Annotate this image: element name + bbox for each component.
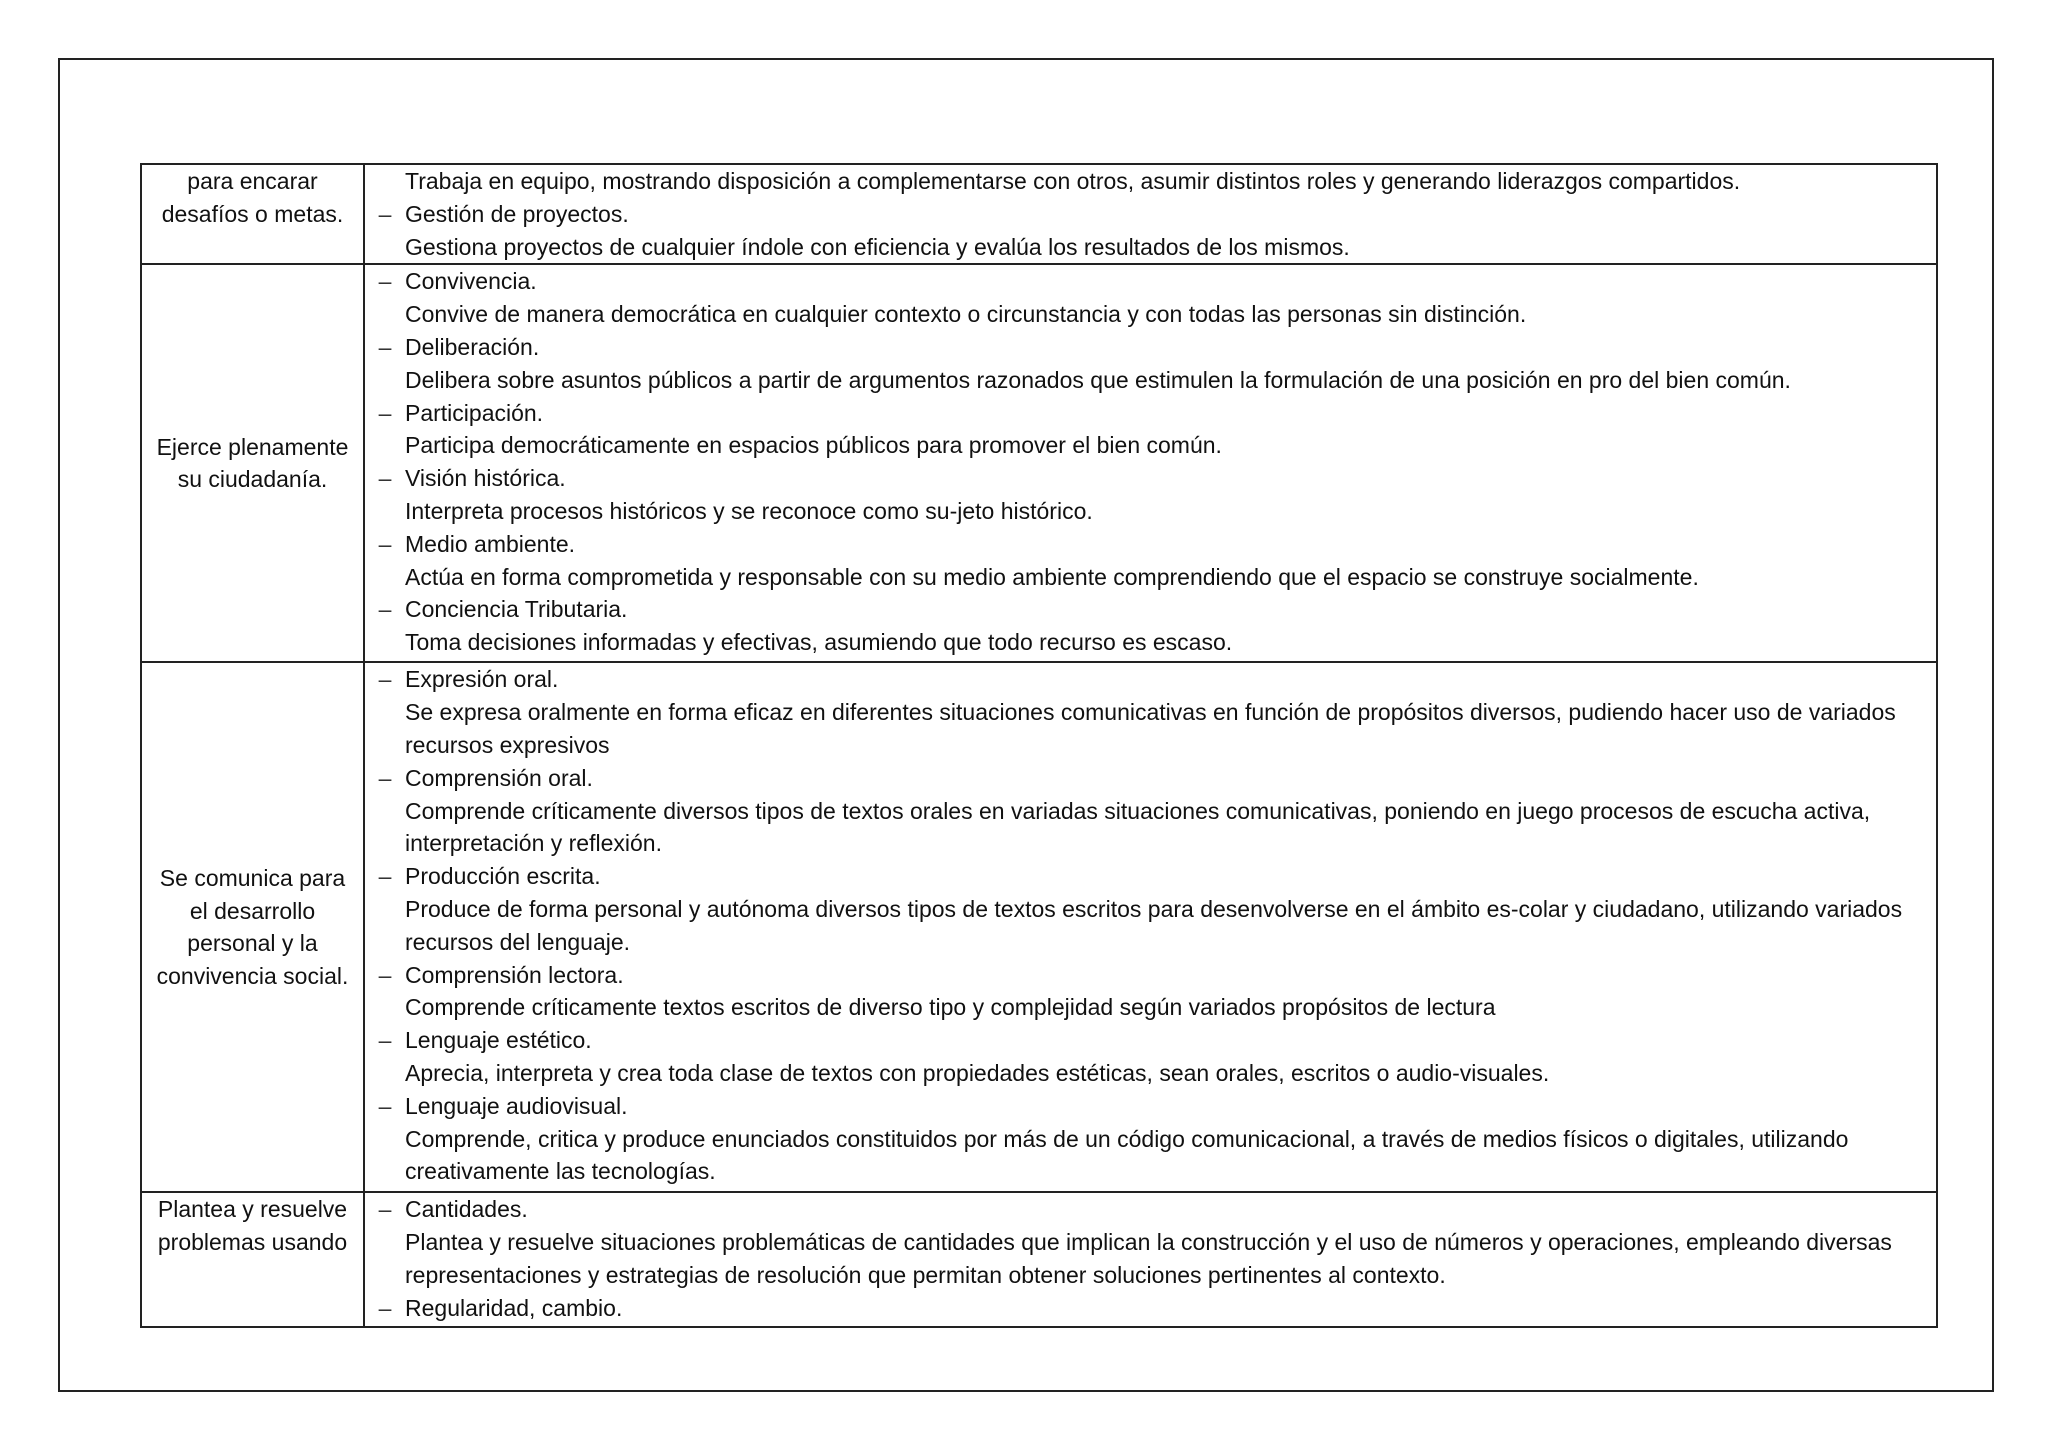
capacidad-item [365,198,1924,264]
dash-bullet: – [378,333,392,360]
capacidad-title: Cantidades. [405,1196,528,1223]
dash-bullet: – [378,666,392,693]
capacidad-title: Convivencia. [405,268,537,295]
table-container [140,163,1938,1328]
capacidad-title: Comprensión oral. [405,764,593,791]
table-body [141,164,1937,1327]
capacidad-desc: Plantea y resuelve situaciones problemáticas de cantidades que implican la construcción y el uso de números y operaciones, empleando diversas representaciones y estrategias de resolución que permitan obtener soluciones pertinentes al contexto. [405,1229,1892,1288]
dash-bullet: – [378,399,392,426]
dash-bullet: – [378,1027,392,1054]
capacidad-item [365,265,1924,331]
capacidad-desc: Aprecia, interpreta y crea toda clase de textos con propiedades estéticas, sean orales, escritos o audio-visuales. [405,1059,1550,1086]
dash-bullet: – [378,200,392,227]
capacidades-cell [364,662,1937,1192]
capacidad-desc: Comprende críticamente diversos tipos de textos orales en variadas situaciones comunicativas, poniendo en juego procesos de escucha activa, interpretación y reflexión. [405,797,1871,857]
capacidad-desc: Toma decisiones informadas y efectivas, asumiendo que todo recurso es escaso. [405,629,1233,656]
capacidad-desc: Comprende críticamente textos escritos de diverso tipo y complejidad según variados propósitos de lectura [405,994,1496,1021]
competencia-cell [141,662,364,1192]
capacidad-title: Gestión de proyectos. [405,200,629,227]
dash-bullet: – [378,1092,392,1119]
dash-bullet: – [378,465,392,492]
capacidad-desc: Se expresa oralmente en forma eficaz en diferentes situaciones comunicativas en función de propósitos diversos, pudiendo hacer uso de variados recursos expresivos [405,699,1896,758]
dash-bullet: – [378,596,392,623]
capacidad-title: Participación. [405,399,544,426]
capacidad-title: Lenguaje audiovisual. [405,1092,628,1119]
capacidad-item [365,1024,1924,1090]
competencia-cell [141,1192,364,1327]
capacidad-item [365,397,1924,463]
capacidades-cell [364,164,1937,264]
capacidad-item [365,1090,1924,1188]
capacidad-item [365,593,1924,659]
competencia-label: Plantea y resuelve problemas usando [157,1196,348,1256]
capacidad-item [365,462,1924,528]
capacidad-item [365,165,1924,198]
dash-bullet: – [378,1294,392,1321]
capacidad-item [365,762,1924,860]
competencia-label: para encarar desafíos o metas. [161,168,344,227]
dash-bullet: – [378,863,392,890]
capacidad-desc: Trabaja en equipo, mostrando disposición a complementarse con otros, asumir distintos roles y generando liderazgos compartidos. [405,168,1741,194]
capacidad-title: Lenguaje estético. [405,1027,592,1054]
competencia-label: Se comunica para el desarrollo personal y la convivencia social. [156,864,349,990]
dash-bullet: – [378,530,392,557]
dash-bullet: – [378,268,392,295]
capacidad-title: Deliberación. [405,333,540,360]
competencia-cell [141,164,364,264]
competencia-label: Ejerce plenamente su ciudadanía. [156,433,349,493]
capacidad-title: Expresión oral. [405,666,559,693]
capacidad-item [365,663,1924,761]
capacidad-item [365,959,1924,1025]
capacidad-desc: Produce de forma personal y autónoma diversos tipos de textos escritos para desenvolverse en el ámbito es-colar y ciudadano, utilizando variados recursos del lenguaje. [405,895,1903,955]
capacidad-desc: Comprende, critica y produce enunciados constituidos por más de un código comunicacional, a través de medios físicos o digitales, utilizando creativamente las tecnologías. [405,1125,1849,1185]
dash-bullet: – [378,764,392,791]
capacidad-item [365,860,1924,958]
dash-bullet: – [378,961,392,988]
capacidad-desc: Participa democráticamente en espacios públicos para promover el bien común. [405,432,1222,459]
capacidad-item [365,1292,1924,1325]
capacidades-cell [364,1192,1937,1327]
capacidad-desc: Interpreta procesos históricos y se reconoce como su-jeto histórico. [405,497,1093,524]
capacidad-desc: Delibera sobre asuntos públicos a partir de argumentos razonados que estimulen la formulación de una posición en pro del bien común. [405,366,1791,393]
capacidad-item [365,528,1924,594]
competencias-table [140,163,1938,1328]
table-row [141,1192,1937,1327]
capacidad-item [365,1193,1924,1291]
capacidad-title: Visión histórica. [405,465,566,492]
capacidad-desc: Convive de manera democrática en cualquier contexto o circunstancia y con todas las personas sin distinción. [405,301,1527,328]
capacidades-cell [364,264,1937,662]
capacidad-title: Producción escrita. [405,863,601,890]
dash-bullet: – [378,1196,392,1223]
capacidad-item [365,331,1924,397]
table-row [141,264,1937,662]
table-row [141,164,1937,264]
competencia-cell [141,264,364,662]
capacidad-title: Regularidad, cambio. [405,1294,623,1321]
capacidad-title: Comprensión lectora. [405,961,624,988]
table-row [141,662,1937,1192]
capacidad-desc: Actúa en forma comprometida y responsable con su medio ambiente comprendiendo que el espacio se construye socialmente. [405,563,1699,590]
capacidad-title: Conciencia Tributaria. [405,596,628,623]
capacidad-desc: Gestiona proyectos de cualquier índole con eficiencia y evalúa los resultados de los mismos. [405,233,1350,260]
capacidad-title: Medio ambiente. [405,530,576,557]
